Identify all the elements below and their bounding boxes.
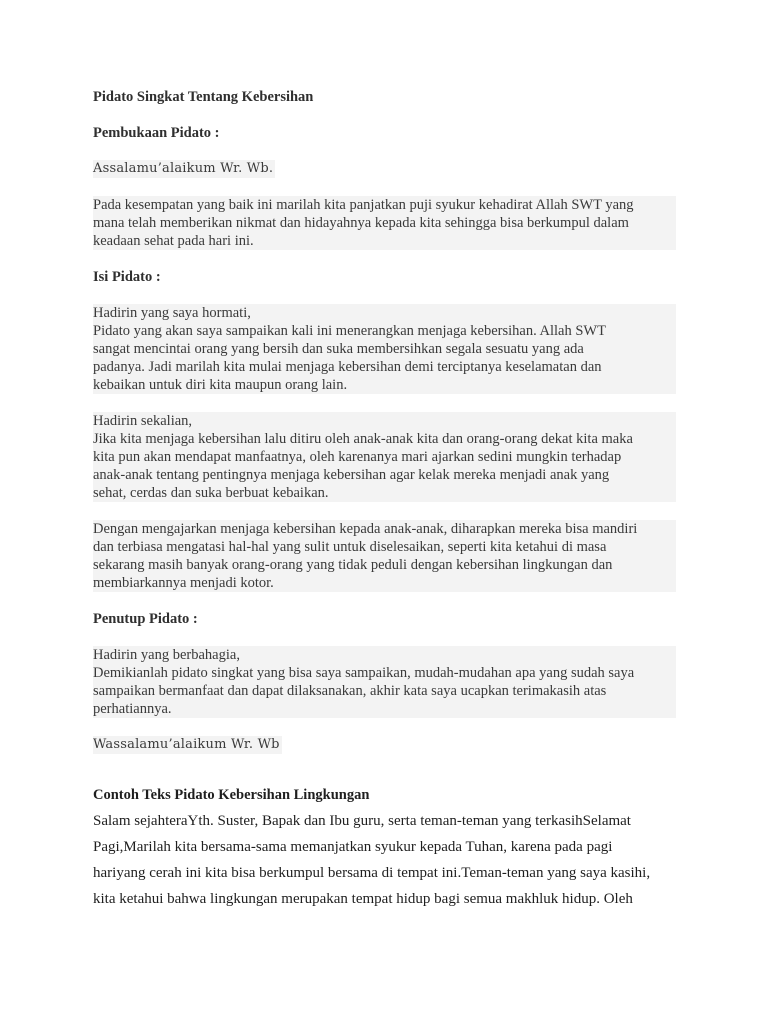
closing-greeting [93, 736, 676, 754]
text-line: sekarang masih banyak orang-orang yang tidak peduli dengan kebersihan lingkungan dan [93, 556, 676, 574]
text-line: sangat mencintai orang yang bersih dan suka membersihkan segala sesuatu yang ada [93, 340, 676, 358]
text-line: padanya. Jadi marilah kita mulai menjaga kebersihan demi terciptanya keselamatan dan [93, 358, 676, 376]
text-line: Hadirin sekalian, [93, 412, 676, 430]
text-line: kita pun akan mendapat manfaatnya, oleh karenanya mari ajarkan sedini mungkin terhadap [93, 448, 676, 466]
opening-greeting-text: Assalamu’alaikum Wr. Wb. [93, 161, 274, 176]
section2-paragraph [93, 808, 676, 912]
text-line: Demikianlah pidato singkat yang bisa saya sampaikan, mudah-mudahan apa yang sudah saya [93, 664, 676, 682]
body-heading: Isi Pidato : [93, 269, 161, 285]
closing-greeting-text: Wassalamu’alaikum Wr. Wb [93, 737, 280, 752]
text-line: keadaan sehat pada hari ini. [93, 232, 676, 250]
text-line: Salam sejahteraYth. Suster, Bapak dan Ibu guru, serta teman-teman yang terkasihSelamat [93, 813, 631, 829]
text-line: perhatiannya. [93, 700, 676, 718]
text-line: Jika kita menjaga kebersihan lalu ditiru oleh anak-anak kita dan orang-orang dekat kita maka [93, 430, 676, 448]
text-line: mana telah memberikan nikmat dan hidayahnya kepada kita sehingga bisa berkumpul dalam [93, 214, 676, 232]
text-line: Dengan mengajarkan menjaga kebersihan kepada anak-anak, diharapkan mereka bisa mandiri [93, 520, 676, 538]
text-line: sampaikan bermanfaat dan dapat dilaksanakan, akhir kata saya ucapkan terimakasih atas [93, 682, 676, 700]
body-paragraph-1 [93, 304, 676, 394]
text-line: dan terbiasa mengatasi hal-hal yang sulit untuk diselesaikan, seperti kita ketahui di masa [93, 538, 676, 556]
opening-greeting [93, 160, 676, 178]
text-line: Pada kesempatan yang baik ini marilah kita panjatkan puji syukur kehadirat Allah SWT yang [93, 196, 676, 214]
opening-heading: Pembukaan Pidato : [93, 125, 220, 141]
text-line: Hadirin yang saya hormati, [93, 304, 676, 322]
document-title: Pidato Singkat Tentang Kebersihan [93, 89, 314, 105]
text-line: sehat, cerdas dan suka berbuat kebaikan. [93, 484, 676, 502]
text-line: Hadirin yang berbahagia, [93, 646, 676, 664]
section2-title: Contoh Teks Pidato Kebersihan Lingkungan [93, 787, 370, 803]
text-line: Pidato yang akan saya sampaikan kali ini menerangkan menjaga kebersihan. Allah SWT [93, 322, 676, 340]
text-line: kita ketahui bahwa lingkungan merupakan tempat hidup bagi semua makhluk hidup. Oleh [93, 891, 633, 907]
closing-paragraph [93, 646, 676, 718]
text-line: anak-anak tentang pentingnya menjaga kebersihan agar kelak mereka menjadi anak yang [93, 466, 676, 484]
opening-paragraph [93, 196, 676, 250]
text-line: hariyang cerah ini kita bisa berkumpul bersama di tempat ini.Teman-teman yang saya kasihi, [93, 865, 651, 881]
body-paragraph-3 [93, 520, 676, 592]
text-line: kebaikan untuk diri kita maupun orang lain. [93, 376, 676, 394]
text-line: membiarkannya menjadi kotor. [93, 574, 676, 592]
body-paragraph-2 [93, 412, 676, 502]
closing-heading: Penutup Pidato : [93, 611, 198, 627]
text-line: Pagi,Marilah kita bersama-sama memanjatkan syukur kepada Tuhan, karena pada pagi [93, 839, 613, 855]
